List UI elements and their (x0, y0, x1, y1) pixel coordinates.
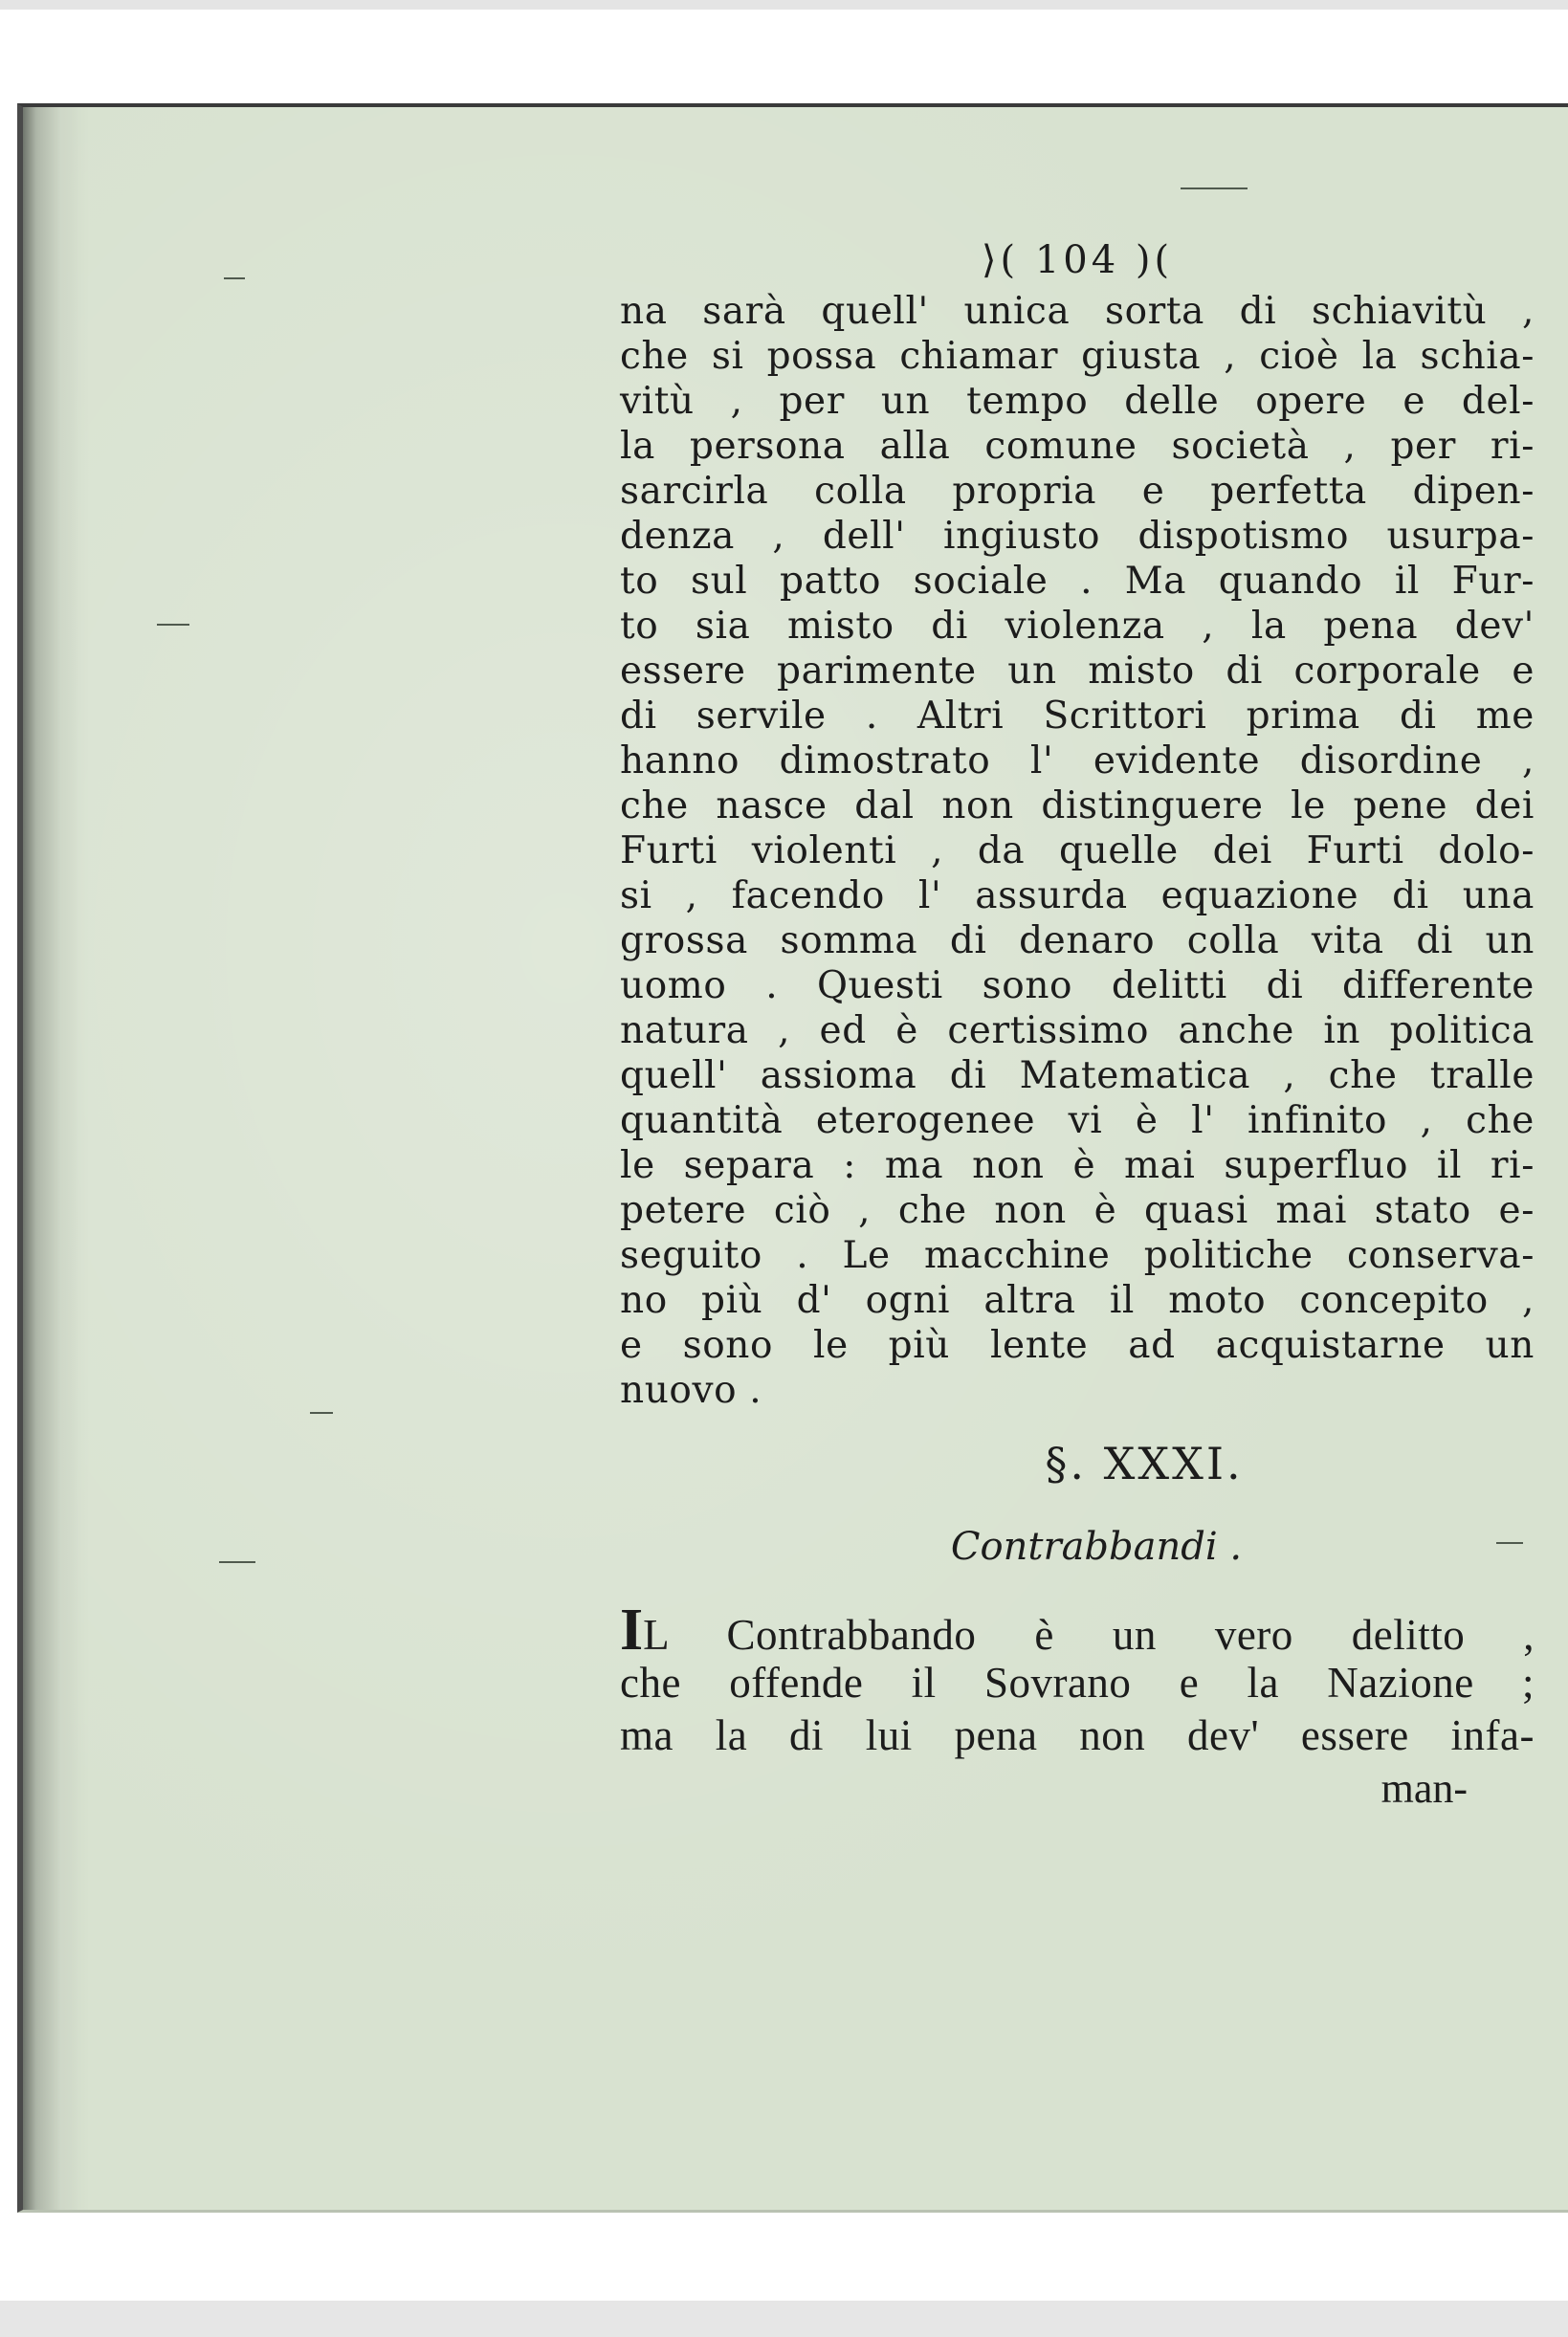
paragraph-line: sarcirla colla propria e perfetta dipen- (620, 470, 1535, 513)
paragraph-line: nuovo . (620, 1369, 762, 1412)
page-number-header: ⟩( 104 )( (981, 238, 1174, 282)
page-binding-edge (23, 107, 78, 2210)
paragraph-line: la persona alla comune società , per ri- (620, 425, 1535, 468)
paragraph-line: na sarà quell' unica sorta di schiavitù , (620, 290, 1535, 333)
paragraph-line: hanno dimostrato l' evidente disordine , (620, 739, 1535, 783)
paragraph-line: di servile . Altri Scrittori prima di me (620, 694, 1535, 738)
margin-mark (310, 1412, 333, 1414)
paragraph-line: seguito . Le macchine politiche conserva- (620, 1234, 1535, 1277)
margin-mark (1181, 187, 1248, 189)
drop-cap: I (620, 1598, 644, 1663)
paragraph-line: uomo . Questi sono delitti di differente (620, 964, 1535, 1007)
catchword: man- (1380, 1765, 1468, 1812)
scan-border-bottom (0, 2301, 1568, 2337)
paragraph-line: che nasce dal non distinguere le pene dei (620, 784, 1535, 827)
paragraph-line: to sia misto di violenza , la pena dev' (620, 605, 1535, 648)
body-paragraph (620, 289, 1535, 1413)
paragraph-line: no più d' ogni altra il moto concepito , (620, 1279, 1535, 1322)
paragraph-line: che si possa chiamar giusta , cioè la schia- (620, 335, 1535, 378)
paragraph-line: petere ciò , che non è quasi mai stato e- (620, 1189, 1535, 1232)
book-page (17, 103, 1568, 2213)
scan-border-top (0, 0, 1568, 10)
paragraph-line: quell' assioma di Matematica , che tralle (620, 1054, 1535, 1097)
paragraph-line: le separa : ma non è mai superfluo il ri- (620, 1144, 1535, 1187)
section-first-line (620, 1598, 1535, 1663)
section-line: ma la di lui pena non dev' essere infa- (620, 1711, 1535, 1759)
paragraph-line: essere parimente un misto di corporale e (620, 650, 1535, 693)
section-first-line-text: L Contrabbando è un vero delitto , (643, 1611, 1535, 1659)
section-line: che offende il Sovrano e la Nazione ; (620, 1659, 1535, 1707)
paragraph-line: si , facendo l' assurda equazione di una (620, 874, 1535, 917)
paragraph-line: grossa somma di denaro colla vita di un (620, 919, 1535, 962)
paragraph-line: denza , dell' ingiusto dispotismo usurpa- (620, 515, 1535, 558)
paragraph-line: quantità eterogenee vi è l' infinito , che (620, 1099, 1535, 1142)
section-title: Contrabbandi . (950, 1525, 1243, 1569)
paragraph-line: natura , ed è certissimo anche in politica (620, 1009, 1535, 1052)
margin-mark (157, 624, 189, 626)
section-body (620, 1598, 1535, 1762)
text-block (620, 231, 1535, 1815)
section-number: §. XXXI. (1045, 1438, 1244, 1489)
margin-mark (219, 1561, 255, 1563)
paragraph-line: vitù , per un tempo delle opere e del- (620, 380, 1535, 423)
paragraph-line: Furti violenti , da quelle dei Furti dolo- (620, 829, 1535, 872)
paragraph-line: to sul patto sociale . Ma quando il Fur- (620, 560, 1535, 603)
paragraph-line: e sono le più lente ad acquistarne un (620, 1324, 1535, 1367)
margin-mark (224, 277, 245, 279)
